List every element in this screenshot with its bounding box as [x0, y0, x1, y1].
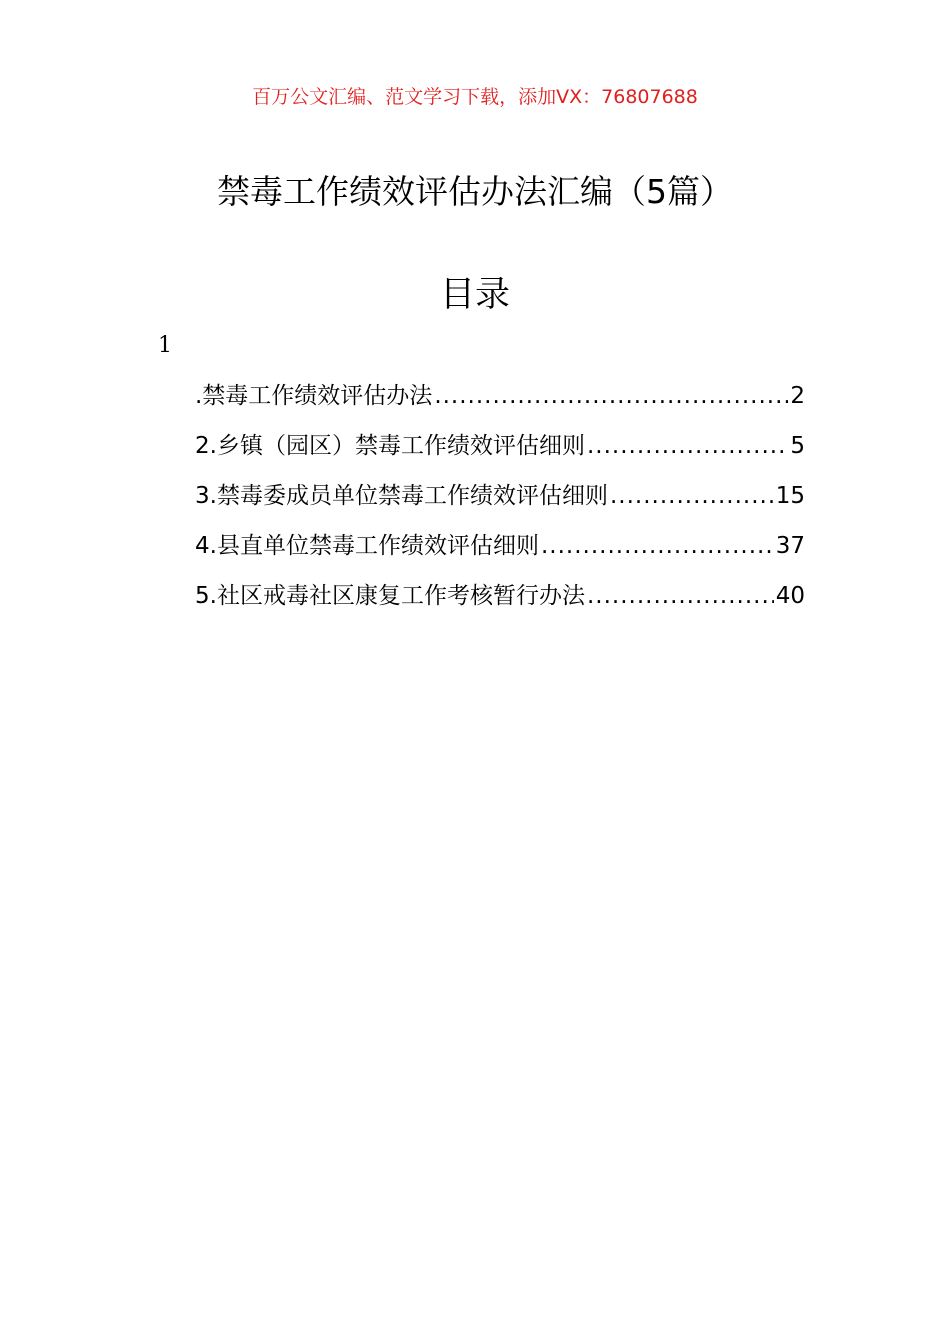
- stray-number: 1: [158, 333, 172, 358]
- toc-dot-leader: [434, 378, 788, 414]
- toc-item-3[interactable]: [195, 478, 805, 528]
- toc-item-page: 15: [775, 483, 805, 509]
- toc-item-page: 2: [790, 383, 805, 409]
- toc-list: [195, 378, 805, 628]
- toc-item-label: .禁毒工作绩效评估办法: [195, 383, 433, 409]
- toc-item-label: 5.社区戒毒社区康复工作考核暂行办法: [195, 583, 585, 609]
- toc-dot-leader: [587, 428, 788, 464]
- toc-item-page: 37: [775, 533, 805, 559]
- toc-item-1[interactable]: [195, 378, 805, 428]
- toc-item-page: 40: [775, 583, 805, 609]
- toc-item-5[interactable]: [195, 578, 805, 628]
- toc-dot-leader: [587, 578, 774, 614]
- toc-item-label: 2.乡镇（园区）禁毒工作绩效评估细则: [195, 433, 585, 459]
- toc-item-label: 3.禁毒委成员单位禁毒工作绩效评估细则: [195, 483, 608, 509]
- header-note: 百万公文汇编、范文学习下载，添加VX：76807688: [252, 86, 698, 108]
- document-title: 禁毒工作绩效评估办法汇编（5篇）: [217, 172, 733, 211]
- toc-dot-leader: [610, 478, 774, 514]
- toc-dot-leader: [541, 528, 774, 564]
- toc-item-label: 4.县直单位禁毒工作绩效评估细则: [195, 533, 539, 559]
- toc-item-2[interactable]: [195, 428, 805, 478]
- toc-heading: 目录: [439, 275, 510, 315]
- toc-item-4[interactable]: [195, 528, 805, 578]
- toc-item-page: 5: [790, 433, 805, 459]
